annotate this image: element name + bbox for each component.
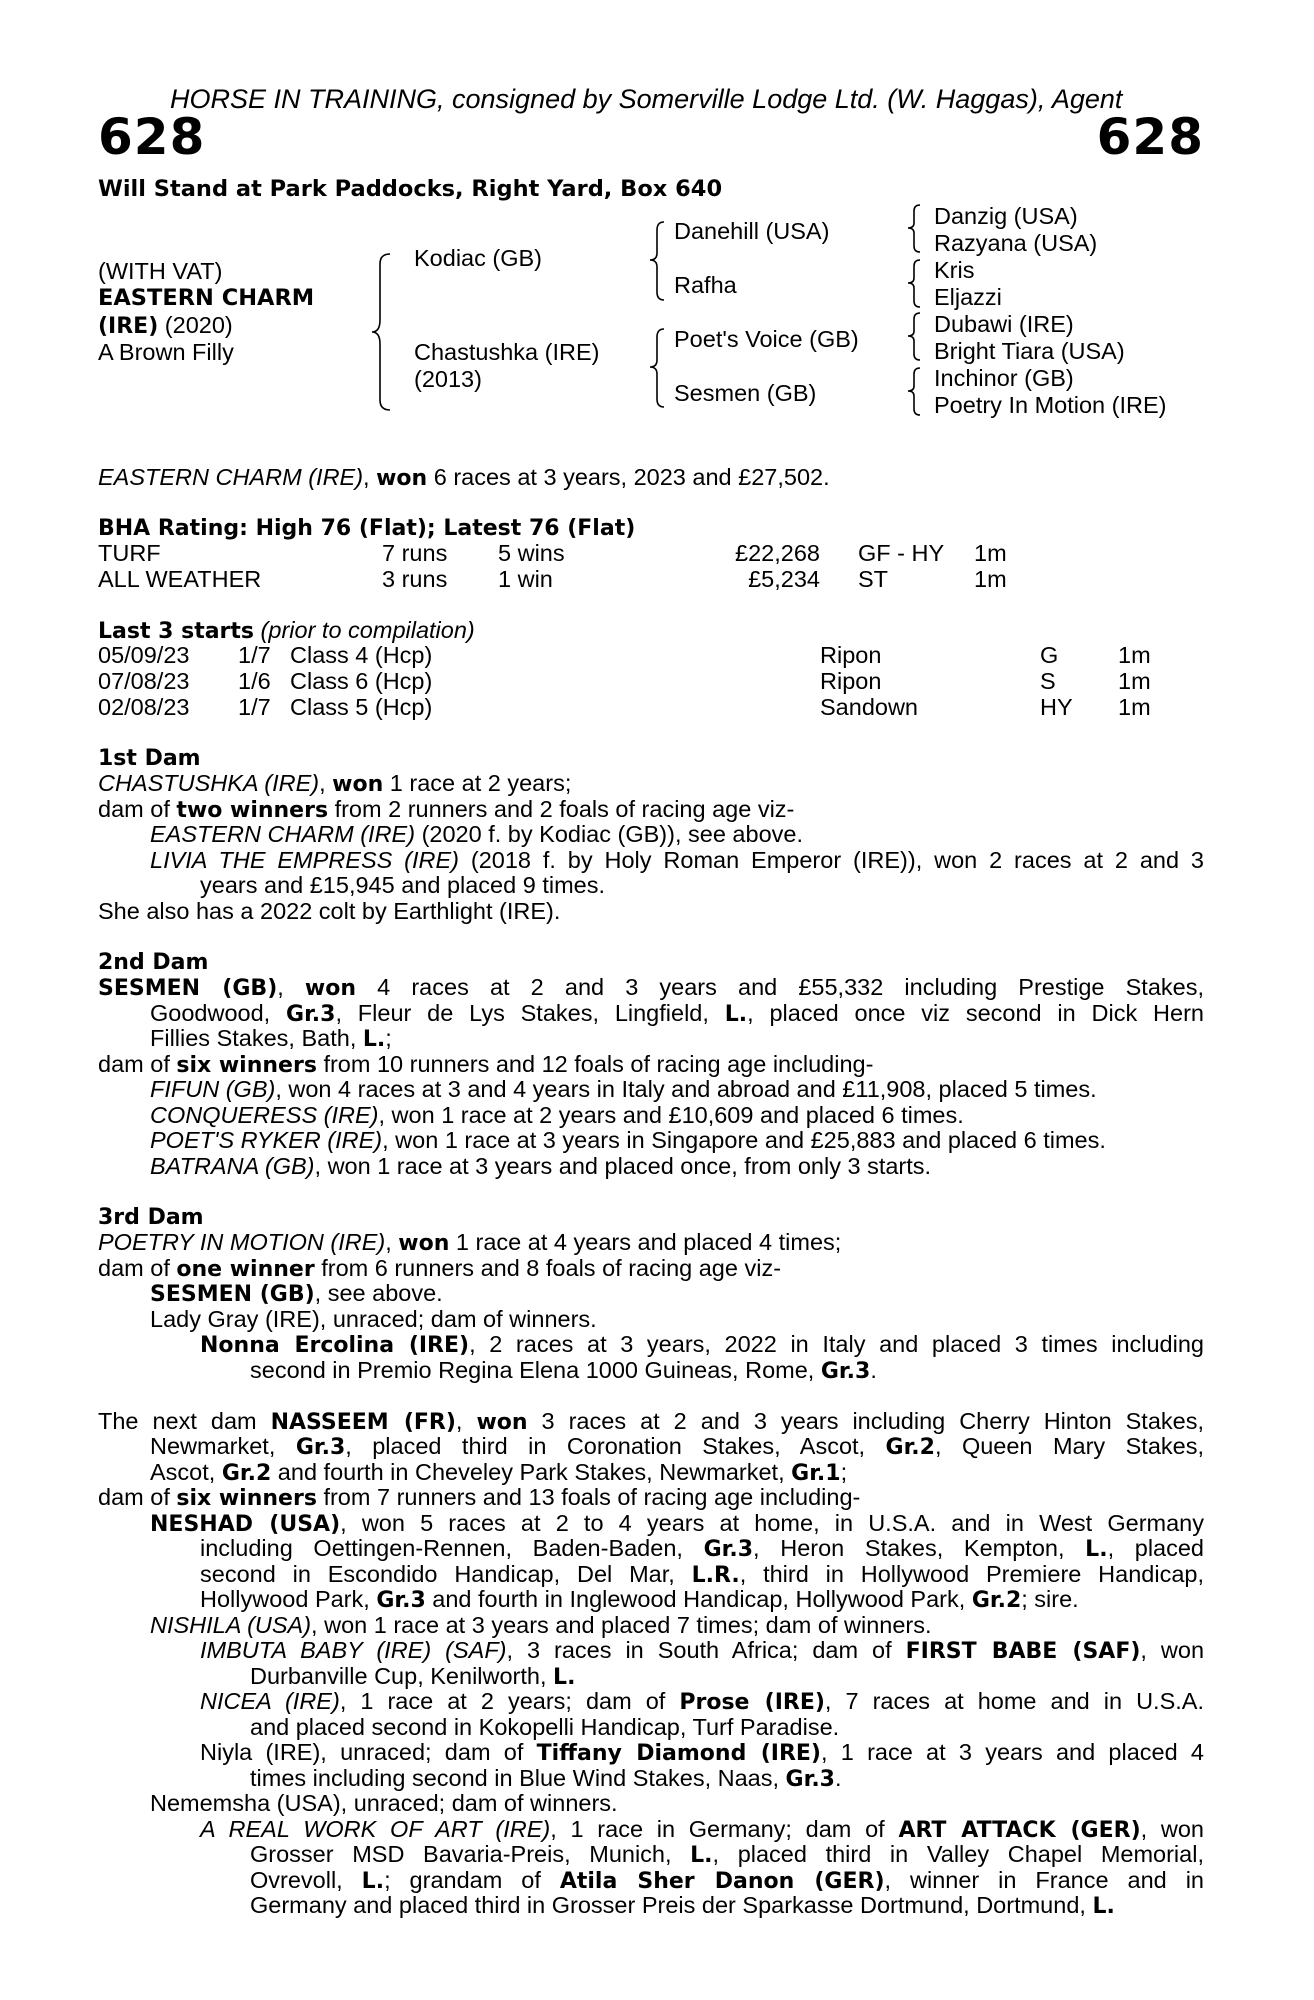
produce-entry-cont: times including second in Blue Wind Stakes, Naas, Gr.3. <box>250 1765 842 1792</box>
rating-prize: £22,268 <box>735 540 820 566</box>
produce-entry: EASTERN CHARM (IRE) (2020 f. by Kodiac (GB)), see above. <box>150 821 803 847</box>
produce-entry-cont: second in Premio Regina Elena 1000 Guineas, Rome, Gr.3. <box>250 1357 877 1384</box>
start-date: 02/08/23 <box>98 694 190 720</box>
lot-number-right: 628 <box>1096 108 1204 166</box>
first-dam-line: CHASTUSHKA (IRE), won 1 race at 2 years; <box>98 770 572 797</box>
start-position: 1/6 <box>238 668 271 694</box>
produce-entry-cont: years and £15,945 and placed 9 times. <box>200 872 605 898</box>
next-dam-produce-summary: dam of six winners from 7 runners and 13 foals of racing age including- <box>98 1484 861 1511</box>
rating-dist: 1m <box>974 566 1007 592</box>
start-position: 1/7 <box>238 642 271 668</box>
rating-runs: 7 runs <box>382 540 448 566</box>
horse-name: EASTERN CHARM <box>98 285 315 311</box>
start-class: Class 4 (Hcp) <box>290 642 433 668</box>
produce-entry-cont: Durbanville Cup, Kenilworth, L. <box>250 1663 576 1690</box>
start-course: Ripon <box>820 668 882 694</box>
start-going: HY <box>1040 694 1073 720</box>
second-dam-produce-summary: dam of six winners from 10 runners and 12 foals of racing age including- <box>98 1051 874 1078</box>
produce-entry: FIFUN (GB), won 4 races at 3 and 4 years in Italy and abroad and £11,908, placed 5 times. <box>150 1076 1097 1102</box>
start-class: Class 6 (Hcp) <box>290 668 433 694</box>
ped-ddd: Poetry In Motion (IRE) <box>934 392 1167 418</box>
bracket-ss <box>906 203 930 255</box>
ped-dds: Inchinor (GB) <box>934 365 1074 391</box>
bracket-ds <box>906 311 930 363</box>
produce-entry: Nonna Ercolina (IRE), 2 races at 3 years, 2022 in Italy and placed 3 times including <box>200 1331 1204 1358</box>
produce-entry-cont: Grosser MSD Bavaria-Preis, Munich, L., placed third in Valley Chapel Memorial, <box>250 1841 1204 1868</box>
produce-entry: Niyla (IRE), unraced; dam of Tiffany Diamond (IRE), 1 race at 3 years and placed 4 <box>200 1739 1204 1766</box>
produce-entry: POET'S RYKER (IRE), won 1 race at 3 years in Singapore and £25,883 and placed 6 times. <box>150 1127 1106 1153</box>
dam-sire: Poet's Voice (GB) <box>674 326 859 352</box>
produce-entry-cont: second in Escondido Handicap, Del Mar, L.R., third in Hollywood Premiere Handicap, <box>200 1561 1204 1588</box>
start-going: G <box>1040 642 1059 668</box>
start-dist: 1m <box>1118 694 1151 720</box>
third-dam-title: 3rd Dam <box>98 1205 204 1230</box>
rating-going: GF - HY <box>858 540 945 566</box>
start-dist: 1m <box>1118 642 1151 668</box>
first-dam-title: 1st Dam <box>98 746 201 771</box>
second-dam-line-cont: Goodwood, Gr.3, Fleur de Lys Stakes, Lingfield, L., placed once viz second in Dick Hern <box>150 1000 1204 1027</box>
bracket-sire <box>648 220 672 302</box>
first-dam-note: She also has a 2022 colt by Earthlight (IRE). <box>98 898 561 924</box>
second-dam-line: SESMEN (GB), won 4 races at 2 and 3 years and £55,332 including Prestige Stakes, <box>98 974 1205 1001</box>
produce-entry: LIVIA THE EMPRESS (IRE) (2018 f. by Holy Roman Emperor (IRE)), won 2 races at 2 and 3 <box>150 847 1204 873</box>
produce-entry-cont: Ovrevoll, L.; grandam of Atila Sher Danon (GER), winner in France and in <box>250 1867 1204 1894</box>
start-position: 1/7 <box>238 694 271 720</box>
produce-entry: SESMEN (GB), see above. <box>150 1280 443 1307</box>
ped-sdd: Eljazzi <box>934 284 1002 310</box>
start-course: Ripon <box>820 642 882 668</box>
sire-dam: Rafha <box>674 272 737 298</box>
rating-dist: 1m <box>974 540 1007 566</box>
next-dam-line-cont: Newmarket, Gr.3, placed third in Coronation Stakes, Ascot, Gr.2, Queen Mary Stakes, <box>150 1433 1204 1460</box>
bracket-dd <box>906 366 930 418</box>
last3-title: Last 3 starts (prior to compilation) <box>98 617 475 644</box>
produce-entry-cont: Germany and placed third in Grosser Preis der Sparkasse Dortmund, Dortmund, L. <box>250 1892 1115 1919</box>
stand-location: Will Stand at Park Paddocks, Right Yard, Box 640 <box>98 176 723 202</box>
produce-entry: NISHILA (USA), won 1 race at 3 years and placed 7 times; dam of winners. <box>150 1612 932 1638</box>
bracket-sd <box>906 258 930 310</box>
produce-entry-cont: and placed second in Kokopelli Handicap, Turf Paradise. <box>250 1714 840 1740</box>
third-dam-line: POETRY IN MOTION (IRE), won 1 race at 4 years and placed 4 times; <box>98 1229 842 1256</box>
vat-note: (WITH VAT) <box>98 258 223 284</box>
rating-prize: £5,234 <box>748 566 820 592</box>
bracket-dam <box>648 327 672 409</box>
rating-going: ST <box>858 566 889 592</box>
first-dam-produce-summary: dam of two winners from 2 runners and 2 foals of racing age viz- <box>98 796 795 823</box>
produce-entry: Lady Gray (IRE), unraced; dam of winners. <box>150 1306 597 1332</box>
bracket-gen1 <box>372 252 402 412</box>
start-date: 07/08/23 <box>98 668 190 694</box>
rating-surface: ALL WEATHER <box>98 566 262 592</box>
rating-wins: 1 win <box>498 566 553 592</box>
rating-runs: 3 runs <box>382 566 448 592</box>
third-dam-produce-summary: dam of one winner from 6 runners and 8 foals of racing age viz- <box>98 1255 782 1282</box>
ped-dsd: Bright Tiara (USA) <box>934 338 1125 364</box>
consignment-header: HORSE IN TRAINING, consigned by Somerville Lodge Ltd. (W. Haggas), Agent <box>170 84 1123 114</box>
bha-rating-title: BHA Rating: High 76 (Flat); Latest 76 (Flat) <box>98 516 636 541</box>
dam-year: (2013) <box>414 366 482 392</box>
ped-ssd: Razyana (USA) <box>934 230 1098 256</box>
produce-entry: A REAL WORK OF ART (IRE), 1 race in Germany; dam of ART ATTACK (GER), won <box>200 1816 1204 1843</box>
race-summary: EASTERN CHARM (IRE), won 6 races at 3 years, 2023 and £27,502. <box>98 464 830 491</box>
dam-dam: Sesmen (GB) <box>674 380 817 406</box>
produce-entry-cont: including Oettingen-Rennen, Baden-Baden, Gr.3, Heron Stakes, Kempton, L., placed <box>200 1535 1205 1562</box>
next-dam-line-cont: Ascot, Gr.2 and fourth in Cheveley Park Stakes, Newmarket, Gr.1; <box>150 1459 848 1486</box>
rating-surface: TURF <box>98 540 161 566</box>
produce-entry: BATRANA (GB), won 1 race at 3 years and placed once, from only 3 starts. <box>150 1153 932 1179</box>
ped-dss: Dubawi (IRE) <box>934 311 1074 337</box>
start-class: Class 5 (Hcp) <box>290 694 433 720</box>
next-dam-line: The next dam NASSEEM (FR), won 3 races at 2 and 3 years including Cherry Hinton Stakes, <box>98 1408 1204 1435</box>
horse-name-suffix: (IRE) (2020) <box>98 312 233 339</box>
second-dam-line-cont: Fillies Stakes, Bath, L.; <box>150 1025 392 1052</box>
start-date: 05/09/23 <box>98 642 190 668</box>
start-dist: 1m <box>1118 668 1151 694</box>
second-dam-title: 2nd Dam <box>98 950 209 975</box>
produce-entry: CONQUERESS (IRE), won 1 race at 2 years and £10,609 and placed 6 times. <box>150 1102 964 1128</box>
produce-entry: NICEA (IRE), 1 race at 2 years; dam of Prose (IRE), 7 races at home and in U.S.A. <box>200 1688 1204 1715</box>
ped-sss: Danzig (USA) <box>934 203 1078 229</box>
sex-colour: A Brown Filly <box>98 339 234 365</box>
produce-entry: Nememsha (USA), unraced; dam of winners. <box>150 1790 618 1816</box>
produce-entry: NESHAD (USA), won 5 races at 2 to 4 years at home, in U.S.A. and in West Germany <box>150 1510 1204 1537</box>
sire: Kodiac (GB) <box>414 245 542 271</box>
ped-sds: Kris <box>934 257 975 283</box>
start-course: Sandown <box>820 694 918 720</box>
rating-wins: 5 wins <box>498 540 565 566</box>
dam: Chastushka (IRE) <box>414 339 600 365</box>
lot-number-left: 628 <box>98 108 206 166</box>
start-going: S <box>1040 668 1056 694</box>
produce-entry: IMBUTA BABY (IRE) (SAF), 3 races in South Africa; dam of FIRST BABE (SAF), won <box>200 1637 1205 1664</box>
sire-sire: Danehill (USA) <box>674 218 830 244</box>
produce-entry-cont: Hollywood Park, Gr.3 and fourth in Inglewood Handicap, Hollywood Park, Gr.2; sire. <box>200 1586 1079 1613</box>
